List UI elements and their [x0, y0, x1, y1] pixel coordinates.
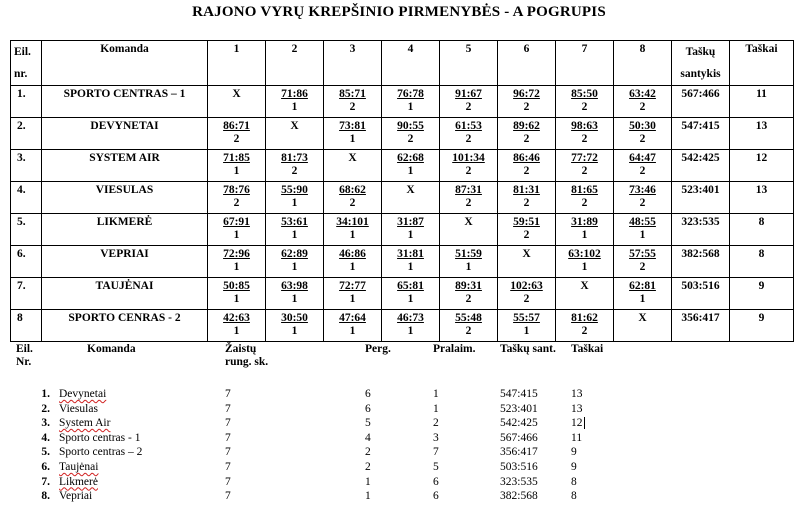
match-result-cell: [556, 118, 614, 150]
grid-header-row: [11, 41, 794, 86]
summary-wins: 5: [365, 417, 371, 430]
match-points: 2: [639, 133, 646, 145]
match-result-cell: [266, 150, 324, 182]
match-result-cell: [498, 310, 556, 342]
summary-ratio: 382:568: [500, 490, 538, 503]
match-result-cell: [208, 214, 266, 246]
match-result-cell: [266, 214, 324, 246]
summary-losses: 6: [433, 490, 439, 503]
match-points: 1: [581, 261, 588, 273]
self-match-cell: X: [614, 310, 672, 342]
match-result-cell: [440, 246, 498, 278]
match-points: 1: [291, 101, 298, 113]
team-name: DEVYNETAI: [42, 118, 208, 150]
grid-row: [11, 214, 794, 246]
summary-played: 7: [225, 461, 231, 473]
match-result-cell: [382, 150, 440, 182]
match-points: 1: [407, 165, 414, 177]
document-title: RAJONO VYRŲ KREPŠINIO PIRMENYBĖS - A POGRUPIS: [192, 4, 606, 20]
total-points: 9: [730, 310, 794, 342]
summary-header-team: Komanda: [87, 343, 136, 355]
summary-nr: 5.: [41, 446, 50, 459]
match-result-cell: [208, 150, 266, 182]
match-result-cell: [382, 214, 440, 246]
match-points: 2: [523, 101, 530, 113]
summary-points: 13: [571, 402, 583, 415]
match-points: 1: [233, 325, 240, 337]
row-number: 3.: [11, 150, 42, 182]
match-points: 1: [291, 325, 298, 337]
header-points: Taškai: [730, 41, 794, 86]
points-ratio: 323:535: [672, 214, 730, 246]
match-score: 77:72: [571, 152, 598, 164]
header-team: Komanda: [42, 41, 208, 86]
match-result-cell: [440, 310, 498, 342]
summary-header-ratio: Taškų sant.: [500, 343, 556, 355]
match-result-cell: [324, 310, 382, 342]
match-score: 42:63: [223, 312, 250, 324]
match-result-cell: [614, 278, 672, 310]
summary-played: 7: [225, 475, 231, 488]
match-score: 98:63: [571, 120, 598, 132]
summary-team: Sporto centras – 2: [59, 446, 143, 459]
match-points: 2: [291, 165, 298, 177]
match-score: 61:53: [455, 120, 482, 132]
match-points: 2: [465, 165, 472, 177]
total-points: 8: [730, 214, 794, 246]
summary-ratio: 542:425: [500, 417, 538, 430]
match-score: 55:48: [455, 312, 482, 324]
points-ratio: 567:466: [672, 86, 730, 118]
match-result-cell: [208, 310, 266, 342]
summary-nr: 8.: [41, 490, 50, 503]
match-score: 76:78: [397, 88, 424, 100]
match-result-cell: [498, 86, 556, 118]
match-score: 62:89: [281, 248, 308, 260]
match-result-cell: [440, 182, 498, 214]
grid-row: [11, 246, 794, 278]
match-score: 31:89: [571, 216, 598, 228]
match-points: 1: [407, 293, 414, 305]
summary-points: 11: [571, 431, 583, 444]
match-result-cell: [208, 278, 266, 310]
match-points: 1: [523, 325, 530, 337]
match-points: 2: [523, 197, 530, 209]
match-result-cell: [266, 310, 324, 342]
match-points: 2: [465, 101, 472, 113]
points-ratio: 382:568: [672, 246, 730, 278]
match-points: 1: [465, 261, 472, 273]
header-col-6: 6: [498, 41, 556, 86]
total-points: 13: [730, 182, 794, 214]
match-points: 1: [407, 229, 414, 241]
match-result-cell: [382, 246, 440, 278]
match-score: 64:47: [629, 152, 656, 164]
summary-ratio: 323:535: [500, 475, 538, 488]
self-match-cell: X: [324, 150, 382, 182]
summary-wins: 1: [365, 490, 371, 503]
match-score: 55:90: [281, 184, 308, 196]
summary-ratio: 356:417: [500, 446, 538, 459]
header-col-3: 3: [324, 41, 382, 86]
header-col-2: 2: [266, 41, 324, 86]
match-score: 85:50: [571, 88, 598, 100]
match-points: 1: [407, 325, 414, 337]
summary-losses: 3: [433, 431, 439, 444]
summary-header-played: Žaistų rung. sk.: [225, 343, 269, 368]
match-score: 89:31: [455, 280, 482, 292]
match-result-cell: [556, 310, 614, 342]
summary-nr: 3.: [41, 417, 50, 430]
header-col-5: 5: [440, 41, 498, 86]
self-match-cell: X: [382, 182, 440, 214]
match-points: 2: [233, 197, 240, 209]
match-points: 2: [523, 165, 530, 177]
results-grid: [10, 40, 794, 342]
match-result-cell: [556, 246, 614, 278]
summary-header-points: Taškai: [571, 343, 604, 355]
total-points: 13: [730, 118, 794, 150]
match-points: 1: [349, 293, 356, 305]
summary-points: 9: [571, 446, 577, 459]
summary-ratio: 547:415: [500, 388, 538, 400]
match-score: 57:55: [629, 248, 656, 260]
match-points: 2: [523, 229, 530, 241]
match-score: 30:50: [281, 312, 308, 324]
match-points: 2: [349, 197, 356, 209]
match-score: 87:31: [455, 184, 482, 196]
summary-nr: 1.: [41, 388, 50, 400]
match-result-cell: [498, 118, 556, 150]
match-points: 2: [523, 293, 530, 305]
match-result-cell: [324, 278, 382, 310]
match-result-cell: [556, 182, 614, 214]
summary-team: System Air: [59, 417, 111, 430]
match-score: 101:34: [452, 152, 485, 164]
match-result-cell: [614, 214, 672, 246]
summary-wins: 4: [365, 431, 371, 444]
match-result-cell: [208, 182, 266, 214]
match-points: 2: [523, 133, 530, 145]
match-points: 1: [349, 133, 356, 145]
summary-ratio: 523:401: [500, 402, 538, 415]
match-result-cell: [556, 150, 614, 182]
points-ratio: 503:516: [672, 278, 730, 310]
header-col-8: 8: [614, 41, 672, 86]
grid-row: [11, 182, 794, 214]
summary-losses: 7: [433, 446, 439, 459]
match-score: 59:51: [513, 216, 540, 228]
match-points: 2: [639, 165, 646, 177]
team-name: TAUJĖNAI: [42, 278, 208, 310]
match-score: 81:31: [513, 184, 540, 196]
grid-row: [11, 150, 794, 182]
summary-nr: 6.: [41, 461, 50, 473]
summary-ratio: 503:516: [500, 461, 538, 473]
match-score: 72:96: [223, 248, 250, 260]
summary-nr: 2.: [41, 402, 50, 415]
match-result-cell: [266, 86, 324, 118]
match-score: 62:68: [397, 152, 424, 164]
match-points: 2: [581, 101, 588, 113]
match-points: 2: [581, 133, 588, 145]
team-name: SPORTO CENRAS - 2: [42, 310, 208, 342]
summary-losses: 6: [433, 475, 439, 488]
match-points: 2: [465, 197, 472, 209]
summary-wins: 6: [365, 402, 371, 415]
summary-header-losses: Pralaim.: [433, 343, 476, 355]
match-result-cell: [324, 214, 382, 246]
self-match-cell: X: [556, 278, 614, 310]
header-nr: Eil. nr.: [11, 41, 42, 86]
team-name: SYSTEM AIR: [42, 150, 208, 182]
match-score: 73:46: [629, 184, 656, 196]
summary-team: Devynetai: [59, 388, 107, 400]
match-result-cell: [382, 86, 440, 118]
summary-points: 8: [571, 490, 577, 503]
match-score: 65:81: [397, 280, 424, 292]
match-result-cell: [324, 182, 382, 214]
summary-played: 7: [225, 417, 231, 430]
summary-played: 7: [225, 402, 231, 415]
match-points: 1: [349, 261, 356, 273]
team-name: VIESULAS: [42, 182, 208, 214]
match-points: 1: [349, 229, 356, 241]
header-ratio: Taškų santykis: [672, 41, 730, 86]
match-score: 81:73: [281, 152, 308, 164]
match-score: 31:87: [397, 216, 424, 228]
match-points: 2: [639, 261, 646, 273]
match-points: 1: [291, 229, 298, 241]
match-result-cell: [614, 246, 672, 278]
summary-team: Sporto centras - 1: [59, 431, 141, 444]
match-score: 72:77: [339, 280, 366, 292]
match-score: 46:73: [397, 312, 424, 324]
match-score: 86:46: [513, 152, 540, 164]
match-result-cell: [440, 86, 498, 118]
summary-points: 13: [571, 388, 583, 400]
points-ratio: 547:415: [672, 118, 730, 150]
match-points: 1: [233, 293, 240, 305]
match-score: 50:30: [629, 120, 656, 132]
row-number: 6.: [11, 246, 42, 278]
match-points: 1: [581, 229, 588, 241]
match-result-cell: [266, 278, 324, 310]
self-match-cell: X: [440, 214, 498, 246]
summary-losses: 5: [433, 461, 439, 473]
summary-losses: 2: [433, 417, 439, 430]
match-score: 55:57: [513, 312, 540, 324]
match-score: 62:81: [629, 280, 656, 292]
summary-wins: 2: [365, 446, 371, 459]
summary-wins: 1: [365, 475, 371, 488]
match-points: 1: [233, 261, 240, 273]
match-points: 2: [465, 293, 472, 305]
match-score: 51:59: [455, 248, 482, 260]
team-name: SPORTO CENTRAS – 1: [42, 86, 208, 118]
match-points: 1: [407, 101, 414, 113]
match-result-cell: [324, 86, 382, 118]
match-result-cell: [614, 86, 672, 118]
summary-team: Likmerė: [59, 475, 98, 488]
total-points: 9: [730, 278, 794, 310]
match-result-cell: [208, 118, 266, 150]
team-name: VEPRIAI: [42, 246, 208, 278]
match-score: 89:62: [513, 120, 540, 132]
match-result-cell: [324, 246, 382, 278]
match-result-cell: [498, 278, 556, 310]
match-score: 53:61: [281, 216, 308, 228]
total-points: 8: [730, 246, 794, 278]
match-result-cell: [266, 246, 324, 278]
summary-played: 7: [225, 446, 231, 459]
summary-points: 12: [571, 417, 583, 430]
match-points: 2: [581, 165, 588, 177]
total-points: 12: [730, 150, 794, 182]
match-result-cell: [498, 182, 556, 214]
match-points: 1: [349, 325, 356, 337]
summary-points: 9: [571, 461, 577, 473]
summary-played: 7: [225, 388, 231, 400]
summary-header-wins: Perg.: [365, 343, 391, 355]
grid-row: [11, 278, 794, 310]
match-score: 63:102: [568, 248, 601, 260]
match-result-cell: [614, 118, 672, 150]
points-ratio: 356:417: [672, 310, 730, 342]
match-score: 78:76: [223, 184, 250, 196]
match-points: 1: [639, 229, 646, 241]
match-points: 1: [233, 165, 240, 177]
match-result-cell: [614, 150, 672, 182]
self-match-cell: X: [208, 86, 266, 118]
match-score: 50:85: [223, 280, 250, 292]
match-score: 63:98: [281, 280, 308, 292]
match-points: 2: [639, 101, 646, 113]
match-result-cell: [440, 278, 498, 310]
row-number: 1.: [11, 86, 42, 118]
match-result-cell: [498, 214, 556, 246]
summary-nr: 7.: [41, 475, 50, 488]
match-points: 2: [407, 133, 414, 145]
summary-played: 7: [225, 490, 231, 503]
match-points: 2: [465, 325, 472, 337]
match-score: 67:91: [223, 216, 250, 228]
match-score: 86:71: [223, 120, 250, 132]
match-result-cell: [440, 118, 498, 150]
grid-row: [11, 118, 794, 150]
match-points: 1: [233, 229, 240, 241]
summary-played: 7: [225, 431, 231, 444]
match-result-cell: [266, 182, 324, 214]
summary-ratio: 567:466: [500, 431, 538, 444]
row-number: 2.: [11, 118, 42, 150]
match-score: 48:55: [629, 216, 656, 228]
self-match-cell: X: [266, 118, 324, 150]
row-number: 5.: [11, 214, 42, 246]
match-score: 102:63: [510, 280, 543, 292]
match-score: 68:62: [339, 184, 366, 196]
match-score: 71:85: [223, 152, 250, 164]
grid-row: [11, 310, 794, 342]
match-score: 91:67: [455, 88, 482, 100]
match-points: 2: [581, 325, 588, 337]
header-col-1: 1: [208, 41, 266, 86]
match-points: 1: [639, 293, 646, 305]
summary-team: Vepriai: [59, 490, 93, 503]
summary-losses: 1: [433, 402, 439, 415]
match-score: 90:55: [397, 120, 424, 132]
match-score: 81:62: [571, 312, 598, 324]
match-score: 63:42: [629, 88, 656, 100]
row-number: 8: [11, 310, 42, 342]
summary-header-nr: Eil. Nr.: [16, 343, 33, 368]
match-points: 1: [407, 261, 414, 273]
text-cursor: [584, 417, 585, 429]
summary-team: Viesulas: [59, 402, 98, 415]
match-score: 96:72: [513, 88, 540, 100]
match-score: 85:71: [339, 88, 366, 100]
row-number: 4.: [11, 182, 42, 214]
match-result-cell: [614, 182, 672, 214]
match-result-cell: [498, 150, 556, 182]
match-result-cell: [382, 278, 440, 310]
match-result-cell: [382, 118, 440, 150]
match-result-cell: [556, 86, 614, 118]
match-result-cell: [440, 150, 498, 182]
header-col-4: 4: [382, 41, 440, 86]
match-score: 73:81: [339, 120, 366, 132]
grid-row: [11, 86, 794, 118]
summary-nr: 4.: [41, 431, 50, 444]
match-result-cell: [556, 214, 614, 246]
match-score: 31:81: [397, 248, 424, 260]
match-result-cell: [324, 118, 382, 150]
summary-wins: 2: [365, 461, 371, 473]
match-score: 81:65: [571, 184, 598, 196]
match-points: 1: [291, 197, 298, 209]
self-match-cell: X: [498, 246, 556, 278]
match-score: 46:86: [339, 248, 366, 260]
match-result-cell: [382, 310, 440, 342]
match-points: 2: [233, 133, 240, 145]
match-score: 34:101: [336, 216, 369, 228]
row-number: 7.: [11, 278, 42, 310]
match-result-cell: [208, 246, 266, 278]
match-score: 47:64: [339, 312, 366, 324]
team-name: LIKMERĖ: [42, 214, 208, 246]
summary-wins: 6: [365, 388, 371, 400]
match-points: 2: [349, 101, 356, 113]
total-points: 11: [730, 86, 794, 118]
match-points: 2: [465, 133, 472, 145]
summary-losses: 1: [433, 388, 439, 400]
match-points: 1: [291, 293, 298, 305]
match-score: 71:86: [281, 88, 308, 100]
match-points: 1: [291, 261, 298, 273]
points-ratio: 542:425: [672, 150, 730, 182]
match-points: 2: [581, 197, 588, 209]
match-points: 2: [639, 197, 646, 209]
header-col-7: 7: [556, 41, 614, 86]
summary-team: Taujėnai: [59, 461, 99, 473]
summary-points: 8: [571, 475, 577, 488]
points-ratio: 523:401: [672, 182, 730, 214]
